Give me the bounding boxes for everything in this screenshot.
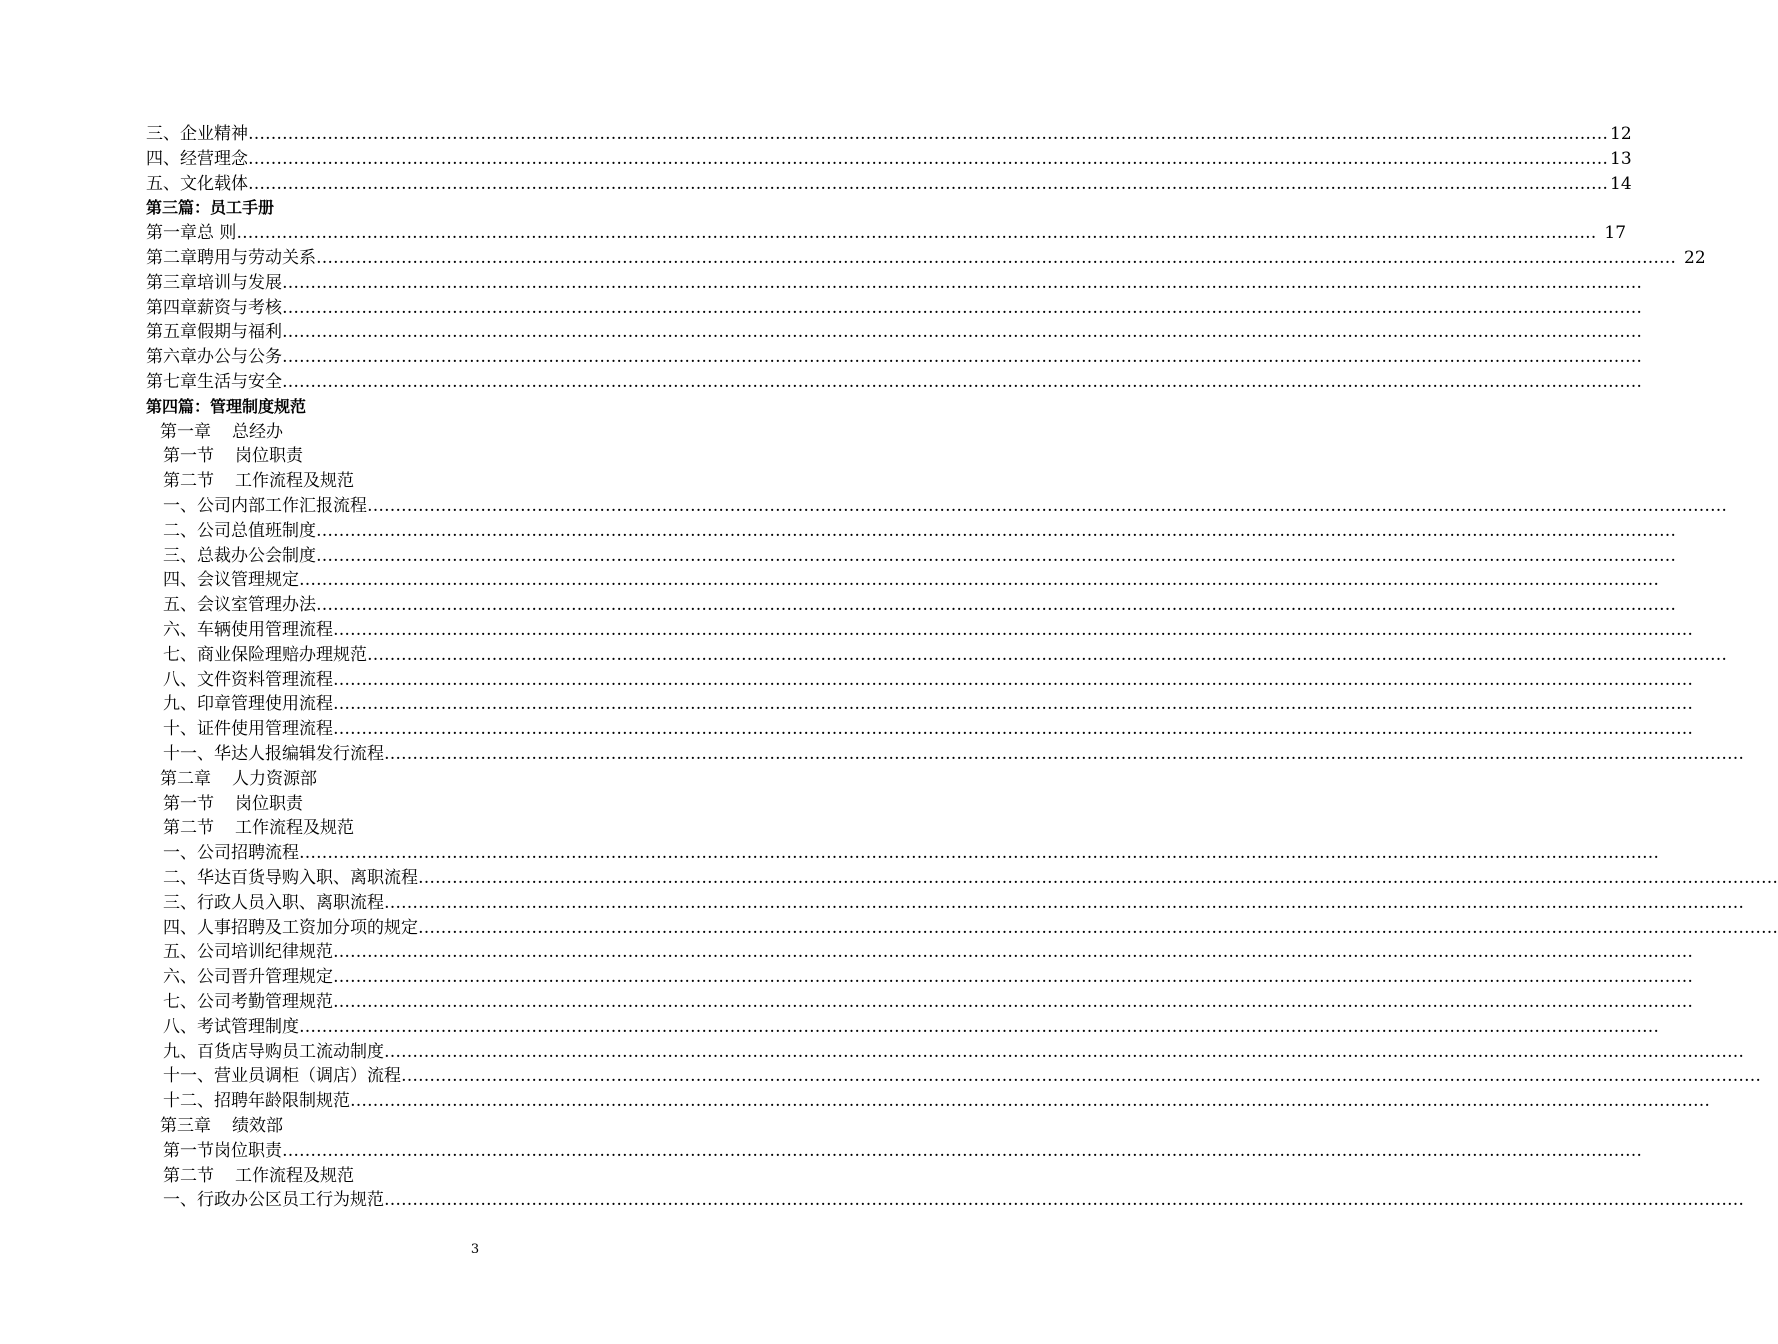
dot-leader: …………………………………………………………………………………………………………………………………………………………………………………………………………………… bbox=[333, 670, 1693, 690]
entry-number: 第二节 bbox=[163, 818, 214, 838]
toc-entry[interactable] bbox=[146, 122, 1632, 146]
entry-title: 招聘年龄限制规范 bbox=[214, 1091, 350, 1111]
dot-leader: …………………………………………………………………………………………………………………………………………………………………………………………………………………… bbox=[418, 918, 1778, 938]
toc-item-entry[interactable] bbox=[163, 866, 1778, 890]
entry-title: 工作流程及规范 bbox=[235, 471, 354, 491]
toc-chapter-entry[interactable] bbox=[160, 420, 772, 444]
toc-section-entry[interactable] bbox=[163, 816, 772, 840]
toc-item-entry[interactable] bbox=[163, 544, 1676, 568]
entry-number: 十一、 bbox=[163, 1066, 214, 1086]
entry-title: 总 则 bbox=[197, 223, 237, 243]
entry-number: 第二节 bbox=[163, 1166, 214, 1186]
toc-chapter-entry[interactable] bbox=[146, 345, 1642, 369]
entry-title: 生活与安全 bbox=[197, 372, 282, 392]
entry-number: 三、 bbox=[163, 893, 197, 913]
toc-section-entry[interactable] bbox=[163, 469, 772, 493]
entry-number: 二、 bbox=[163, 521, 197, 541]
toc-item-entry[interactable] bbox=[163, 494, 1727, 518]
entry-title: 车辆使用管理流程 bbox=[197, 620, 333, 640]
dot-leader: …………………………………………………………………………………………………………………………………………………………………………………………………………………… bbox=[299, 1017, 1659, 1037]
dot-leader: …………………………………………………………………………………………………………………………………………………………………………………………………………………… bbox=[367, 645, 1727, 665]
toc-item-entry[interactable] bbox=[163, 891, 1744, 915]
toc-chapter-entry[interactable] bbox=[160, 1114, 772, 1138]
toc-item-entry[interactable] bbox=[163, 916, 1778, 940]
toc-section-entry[interactable] bbox=[163, 1164, 772, 1188]
toc-chapter-entry[interactable] bbox=[146, 370, 1642, 394]
dot-leader: …………………………………………………………………………………………………………………………………………………………………………………………………………………… bbox=[248, 174, 1608, 194]
toc-item-entry[interactable] bbox=[163, 1188, 1744, 1212]
entry-number: 十二、 bbox=[163, 1091, 214, 1111]
toc-item-entry[interactable] bbox=[163, 940, 1693, 964]
entry-number: 八、 bbox=[163, 670, 197, 690]
entry-title: 公司总值班制度 bbox=[197, 521, 316, 541]
toc-item-entry[interactable] bbox=[163, 1064, 1761, 1088]
toc-item-entry[interactable] bbox=[163, 1040, 1744, 1064]
entry-title: 印章管理使用流程 bbox=[197, 694, 333, 714]
part-heading[interactable] bbox=[146, 196, 772, 220]
entry-title: 岗位职责 bbox=[235, 446, 303, 466]
entry-title: 营业员调柜（调店）流程 bbox=[214, 1066, 401, 1086]
dot-leader: …………………………………………………………………………………………………………………………………………………………………………………………………………………… bbox=[299, 843, 1659, 863]
entry-number: 第四章 bbox=[146, 298, 197, 318]
dot-leader: …………………………………………………………………………………………………………………………………………………………………………………………………………………… bbox=[333, 967, 1693, 987]
entry-page-number: 14 bbox=[1610, 174, 1632, 194]
toc-item-entry[interactable] bbox=[163, 990, 1693, 1014]
toc-item-entry[interactable] bbox=[163, 618, 1693, 642]
entry-page-number: 22 bbox=[1684, 248, 1706, 268]
entry-number: 二、 bbox=[163, 868, 197, 888]
dot-leader: …………………………………………………………………………………………………………………………………………………………………………………………………………………… bbox=[236, 223, 1597, 243]
entry-title: 绩效部 bbox=[232, 1116, 283, 1136]
entry-number: 七、 bbox=[163, 992, 197, 1012]
dot-leader: …………………………………………………………………………………………………………………………………………………………………………………………………………………… bbox=[384, 744, 1744, 764]
entry-title: 会议管理规定 bbox=[197, 570, 299, 590]
entry-title: 岗位职责 bbox=[214, 1141, 282, 1161]
dot-leader: …………………………………………………………………………………………………………………………………………………………………………………………………………………… bbox=[350, 1091, 1710, 1111]
toc-chapter-entry[interactable] bbox=[146, 271, 1642, 295]
entry-number: 六、 bbox=[163, 967, 197, 987]
entry-number: 四、 bbox=[146, 149, 180, 169]
toc-section-entry[interactable] bbox=[163, 792, 772, 816]
entry-number: 一、 bbox=[163, 1190, 197, 1210]
dot-leader: …………………………………………………………………………………………………………………………………………………………………………………………………………………… bbox=[248, 124, 1608, 144]
entry-title: 证件使用管理流程 bbox=[197, 719, 333, 739]
dot-leader: …………………………………………………………………………………………………………………………………………………………………………………………………………………… bbox=[333, 620, 1693, 640]
entry-number: 第二章 bbox=[160, 769, 211, 789]
toc-chapter-entry[interactable] bbox=[146, 246, 1706, 270]
dot-leader: …………………………………………………………………………………………………………………………………………………………………………………………………………………… bbox=[248, 149, 1608, 169]
dot-leader: …………………………………………………………………………………………………………………………………………………………………………………………………………………… bbox=[282, 1141, 1642, 1161]
dot-leader: …………………………………………………………………………………………………………………………………………………………………………………………………………………… bbox=[316, 248, 1676, 268]
dot-leader: …………………………………………………………………………………………………………………………………………………………………………………………………………………… bbox=[333, 992, 1693, 1012]
entry-number: 五、 bbox=[146, 174, 180, 194]
entry-title: 公司培训纪律规范 bbox=[197, 942, 333, 962]
toc-chapter-entry[interactable] bbox=[160, 767, 772, 791]
entry-number: 一、 bbox=[163, 496, 197, 516]
entry-number: 九、 bbox=[163, 1042, 197, 1062]
entry-title: 总裁办公会制度 bbox=[197, 546, 316, 566]
entry-number: 第一章 bbox=[146, 223, 197, 243]
toc-item-entry[interactable] bbox=[163, 643, 1727, 667]
entry-title: 华达人报编辑发行流程 bbox=[214, 744, 384, 764]
entry-title: 人力资源部 bbox=[232, 769, 317, 789]
entry-page-number: 13 bbox=[1610, 149, 1632, 169]
dot-leader: …………………………………………………………………………………………………………………………………………………………………………………………………………………… bbox=[333, 694, 1693, 714]
entry-number: 第一节 bbox=[163, 794, 214, 814]
entry-title: 经营理念 bbox=[180, 149, 248, 169]
dot-leader: …………………………………………………………………………………………………………………………………………………………………………………………………………………… bbox=[384, 893, 1744, 913]
entry-number: 第二章 bbox=[146, 248, 197, 268]
entry-number: 十一、 bbox=[163, 744, 214, 764]
entry-title: 考试管理制度 bbox=[197, 1017, 299, 1037]
entry-title: 公司内部工作汇报流程 bbox=[197, 496, 367, 516]
entry-title: 薪资与考核 bbox=[197, 298, 282, 318]
part-heading[interactable] bbox=[146, 395, 772, 419]
entry-number: 第二节 bbox=[163, 471, 214, 491]
entry-number: 八、 bbox=[163, 1017, 197, 1037]
entry-title: 工作流程及规范 bbox=[235, 818, 354, 838]
entry-title: 假期与福利 bbox=[197, 322, 282, 342]
dot-leader: …………………………………………………………………………………………………………………………………………………………………………………………………………………… bbox=[282, 298, 1642, 318]
entry-title: 行政人员入职、离职流程 bbox=[197, 893, 384, 913]
entry-title: 文件资料管理流程 bbox=[197, 670, 333, 690]
entry-title: 百货店导购员工流动制度 bbox=[197, 1042, 384, 1062]
entry-number: 第六章 bbox=[146, 347, 197, 367]
toc-entry[interactable] bbox=[146, 147, 1632, 171]
entry-title: 聘用与劳动关系 bbox=[197, 248, 316, 268]
toc-chapter-entry[interactable] bbox=[146, 296, 1642, 320]
entry-number: 四、 bbox=[163, 918, 197, 938]
entry-number: 六、 bbox=[163, 620, 197, 640]
entry-title: 培训与发展 bbox=[197, 273, 282, 293]
entry-title: 行政办公区员工行为规范 bbox=[197, 1190, 384, 1210]
dot-leader: …………………………………………………………………………………………………………………………………………………………………………………………………………………… bbox=[282, 372, 1642, 392]
section-heading: 第四篇：管理制度规范 bbox=[146, 397, 307, 416]
entry-number: 四、 bbox=[163, 570, 197, 590]
toc-chapter-entry[interactable] bbox=[146, 320, 1642, 344]
entry-number: 七、 bbox=[163, 645, 197, 665]
page-number: 3 bbox=[470, 1242, 480, 1257]
section-heading: 第三篇：员工手册 bbox=[146, 198, 275, 217]
entry-number: 三、 bbox=[163, 546, 197, 566]
entry-title: 岗位职责 bbox=[235, 794, 303, 814]
dot-leader: …………………………………………………………………………………………………………………………………………………………………………………………………………………… bbox=[401, 1066, 1761, 1086]
dot-leader: …………………………………………………………………………………………………………………………………………………………………………………………………………………… bbox=[282, 273, 1642, 293]
toc-item-entry[interactable] bbox=[163, 568, 1659, 592]
toc-item-entry[interactable] bbox=[163, 668, 1693, 692]
entry-number: 第三章 bbox=[146, 273, 197, 293]
toc-item-entry[interactable] bbox=[163, 593, 1676, 617]
toc-section-entry[interactable] bbox=[163, 1139, 1642, 1163]
dot-leader: …………………………………………………………………………………………………………………………………………………………………………………………………………………… bbox=[316, 595, 1676, 615]
toc-item-entry[interactable] bbox=[163, 841, 1659, 865]
entry-title: 商业保险理赔办理规范 bbox=[197, 645, 367, 665]
toc-item-entry[interactable] bbox=[163, 692, 1693, 716]
toc-item-entry[interactable] bbox=[163, 965, 1693, 989]
toc-item-entry[interactable] bbox=[163, 519, 1676, 543]
dot-leader: …………………………………………………………………………………………………………………………………………………………………………………………………………………… bbox=[333, 719, 1693, 739]
entry-number: 三、 bbox=[146, 124, 180, 144]
entry-title: 华达百货导购入职、离职流程 bbox=[197, 868, 418, 888]
entry-number: 第一节 bbox=[163, 446, 214, 466]
dot-leader: …………………………………………………………………………………………………………………………………………………………………………………………………………………… bbox=[333, 942, 1693, 962]
dot-leader: …………………………………………………………………………………………………………………………………………………………………………………………………………………… bbox=[384, 1042, 1744, 1062]
entry-title: 公司晋升管理规定 bbox=[197, 967, 333, 987]
entry-page-number: 17 bbox=[1604, 223, 1627, 243]
toc-chapter-entry[interactable] bbox=[146, 221, 1627, 245]
entry-title: 公司考勤管理规范 bbox=[197, 992, 333, 1012]
entry-number: 第五章 bbox=[146, 322, 197, 342]
entry-title: 会议室管理办法 bbox=[197, 595, 316, 615]
dot-leader: …………………………………………………………………………………………………………………………………………………………………………………………………………………… bbox=[367, 496, 1727, 516]
dot-leader: …………………………………………………………………………………………………………………………………………………………………………………………………………………… bbox=[299, 570, 1659, 590]
toc-entry[interactable] bbox=[146, 172, 1632, 196]
toc-item-entry[interactable] bbox=[163, 717, 1693, 741]
entry-number: 十、 bbox=[163, 719, 197, 739]
entry-number: 第七章 bbox=[146, 372, 197, 392]
entry-title: 人事招聘及工资加分项的规定 bbox=[197, 918, 418, 938]
dot-leader: …………………………………………………………………………………………………………………………………………………………………………………………………………………… bbox=[418, 868, 1778, 888]
dot-leader: …………………………………………………………………………………………………………………………………………………………………………………………………………………… bbox=[282, 322, 1642, 342]
entry-title: 总经办 bbox=[232, 422, 283, 442]
dot-leader: …………………………………………………………………………………………………………………………………………………………………………………………………………………… bbox=[316, 546, 1676, 566]
entry-page-number: 12 bbox=[1610, 124, 1632, 144]
toc-item-entry[interactable] bbox=[163, 1015, 1659, 1039]
dot-leader: …………………………………………………………………………………………………………………………………………………………………………………………………………………… bbox=[384, 1190, 1744, 1210]
toc-item-entry[interactable] bbox=[163, 742, 1744, 766]
entry-number: 五、 bbox=[163, 595, 197, 615]
dot-leader: …………………………………………………………………………………………………………………………………………………………………………………………………………………… bbox=[316, 521, 1676, 541]
entry-title: 文化载体 bbox=[180, 174, 248, 194]
entry-number: 第一节 bbox=[163, 1141, 214, 1161]
dot-leader: …………………………………………………………………………………………………………………………………………………………………………………………………………………… bbox=[282, 347, 1642, 367]
entry-number: 第一章 bbox=[160, 422, 211, 442]
entry-number: 九、 bbox=[163, 694, 197, 714]
entry-number: 五、 bbox=[163, 942, 197, 962]
toc-item-entry[interactable] bbox=[163, 1089, 1710, 1113]
entry-title: 企业精神 bbox=[180, 124, 248, 144]
entry-title: 办公与公务 bbox=[197, 347, 282, 367]
toc-section-entry[interactable] bbox=[163, 444, 772, 468]
entry-number: 第三章 bbox=[160, 1116, 211, 1136]
entry-title: 工作流程及规范 bbox=[235, 1166, 354, 1186]
entry-number: 一、 bbox=[163, 843, 197, 863]
entry-title: 公司招聘流程 bbox=[197, 843, 299, 863]
